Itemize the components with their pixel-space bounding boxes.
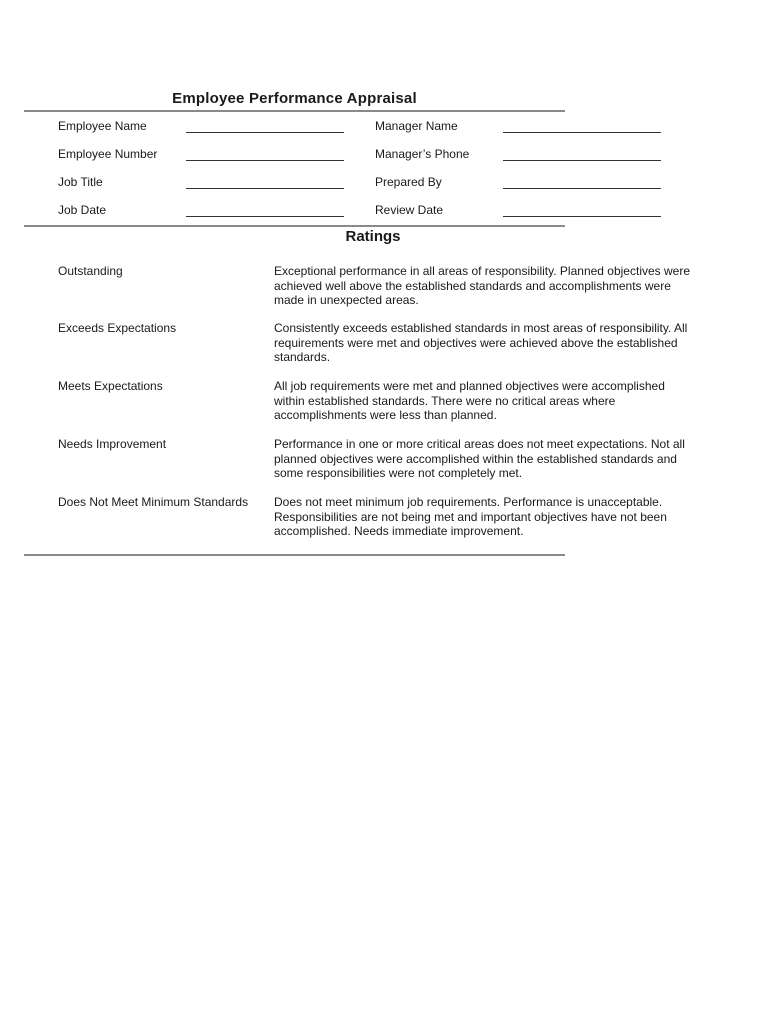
rating-name: Needs Improvement [58, 437, 167, 451]
rating-name: Exceeds Expectations [58, 321, 177, 335]
rating-name: Meets Expectations [58, 379, 163, 393]
employee-number-label: Employee Number [58, 147, 158, 161]
manager-name-label: Manager Name [375, 119, 458, 133]
rating-name: Does Not Meet Minimum Standards [58, 495, 249, 509]
footer-divider [24, 554, 565, 556]
job-date-label: Job Date [58, 203, 107, 217]
page-title: Employee Performance Appraisal [172, 90, 417, 107]
rating-description: Exceptional performance in all areas of responsibility. Planned objectives were achieved well above the established standards and accomplishments were made in unexpected areas. [274, 264, 690, 308]
employee-name-label: Employee Name [58, 119, 147, 133]
rating-description: All job requirements were met and planned objectives were accomplished within established standards. There were no critical areas where accomplishments were less than planned. [274, 379, 665, 423]
rating-description: Does not meet minimum job requirements. Performance is unacceptable. Responsibilities are not being met and important objectives have not been accomplished. Needs immediate improvement. [274, 495, 667, 539]
rating-description: Performance in one or more critical areas does not meet expectations. Not all planned objectives were accomplished within the established standards and some responsibilities were not completely met. [274, 437, 685, 481]
employee-number-field[interactable] [186, 160, 344, 161]
job-date-field[interactable] [186, 216, 344, 217]
header-divider [24, 110, 565, 112]
review-date-label: Review Date [375, 203, 444, 217]
review-date-field[interactable] [503, 216, 661, 217]
employee-name-field[interactable] [186, 132, 344, 133]
rating-name: Outstanding [58, 264, 123, 278]
ratings-heading: Ratings [345, 228, 401, 245]
fields-divider [24, 225, 565, 227]
manager-name-field[interactable] [503, 132, 661, 133]
prepared-by-field[interactable] [503, 188, 661, 189]
prepared-by-label: Prepared By [375, 175, 442, 189]
job-title-label: Job Title [58, 175, 103, 189]
manager-phone-label: Manager’s Phone [375, 147, 470, 161]
job-title-field[interactable] [186, 188, 344, 189]
manager-phone-field[interactable] [503, 160, 661, 161]
rating-description: Consistently exceeds established standards in most areas of responsibility. All requirements were met and objectives were achieved above the established standards. [274, 321, 688, 365]
